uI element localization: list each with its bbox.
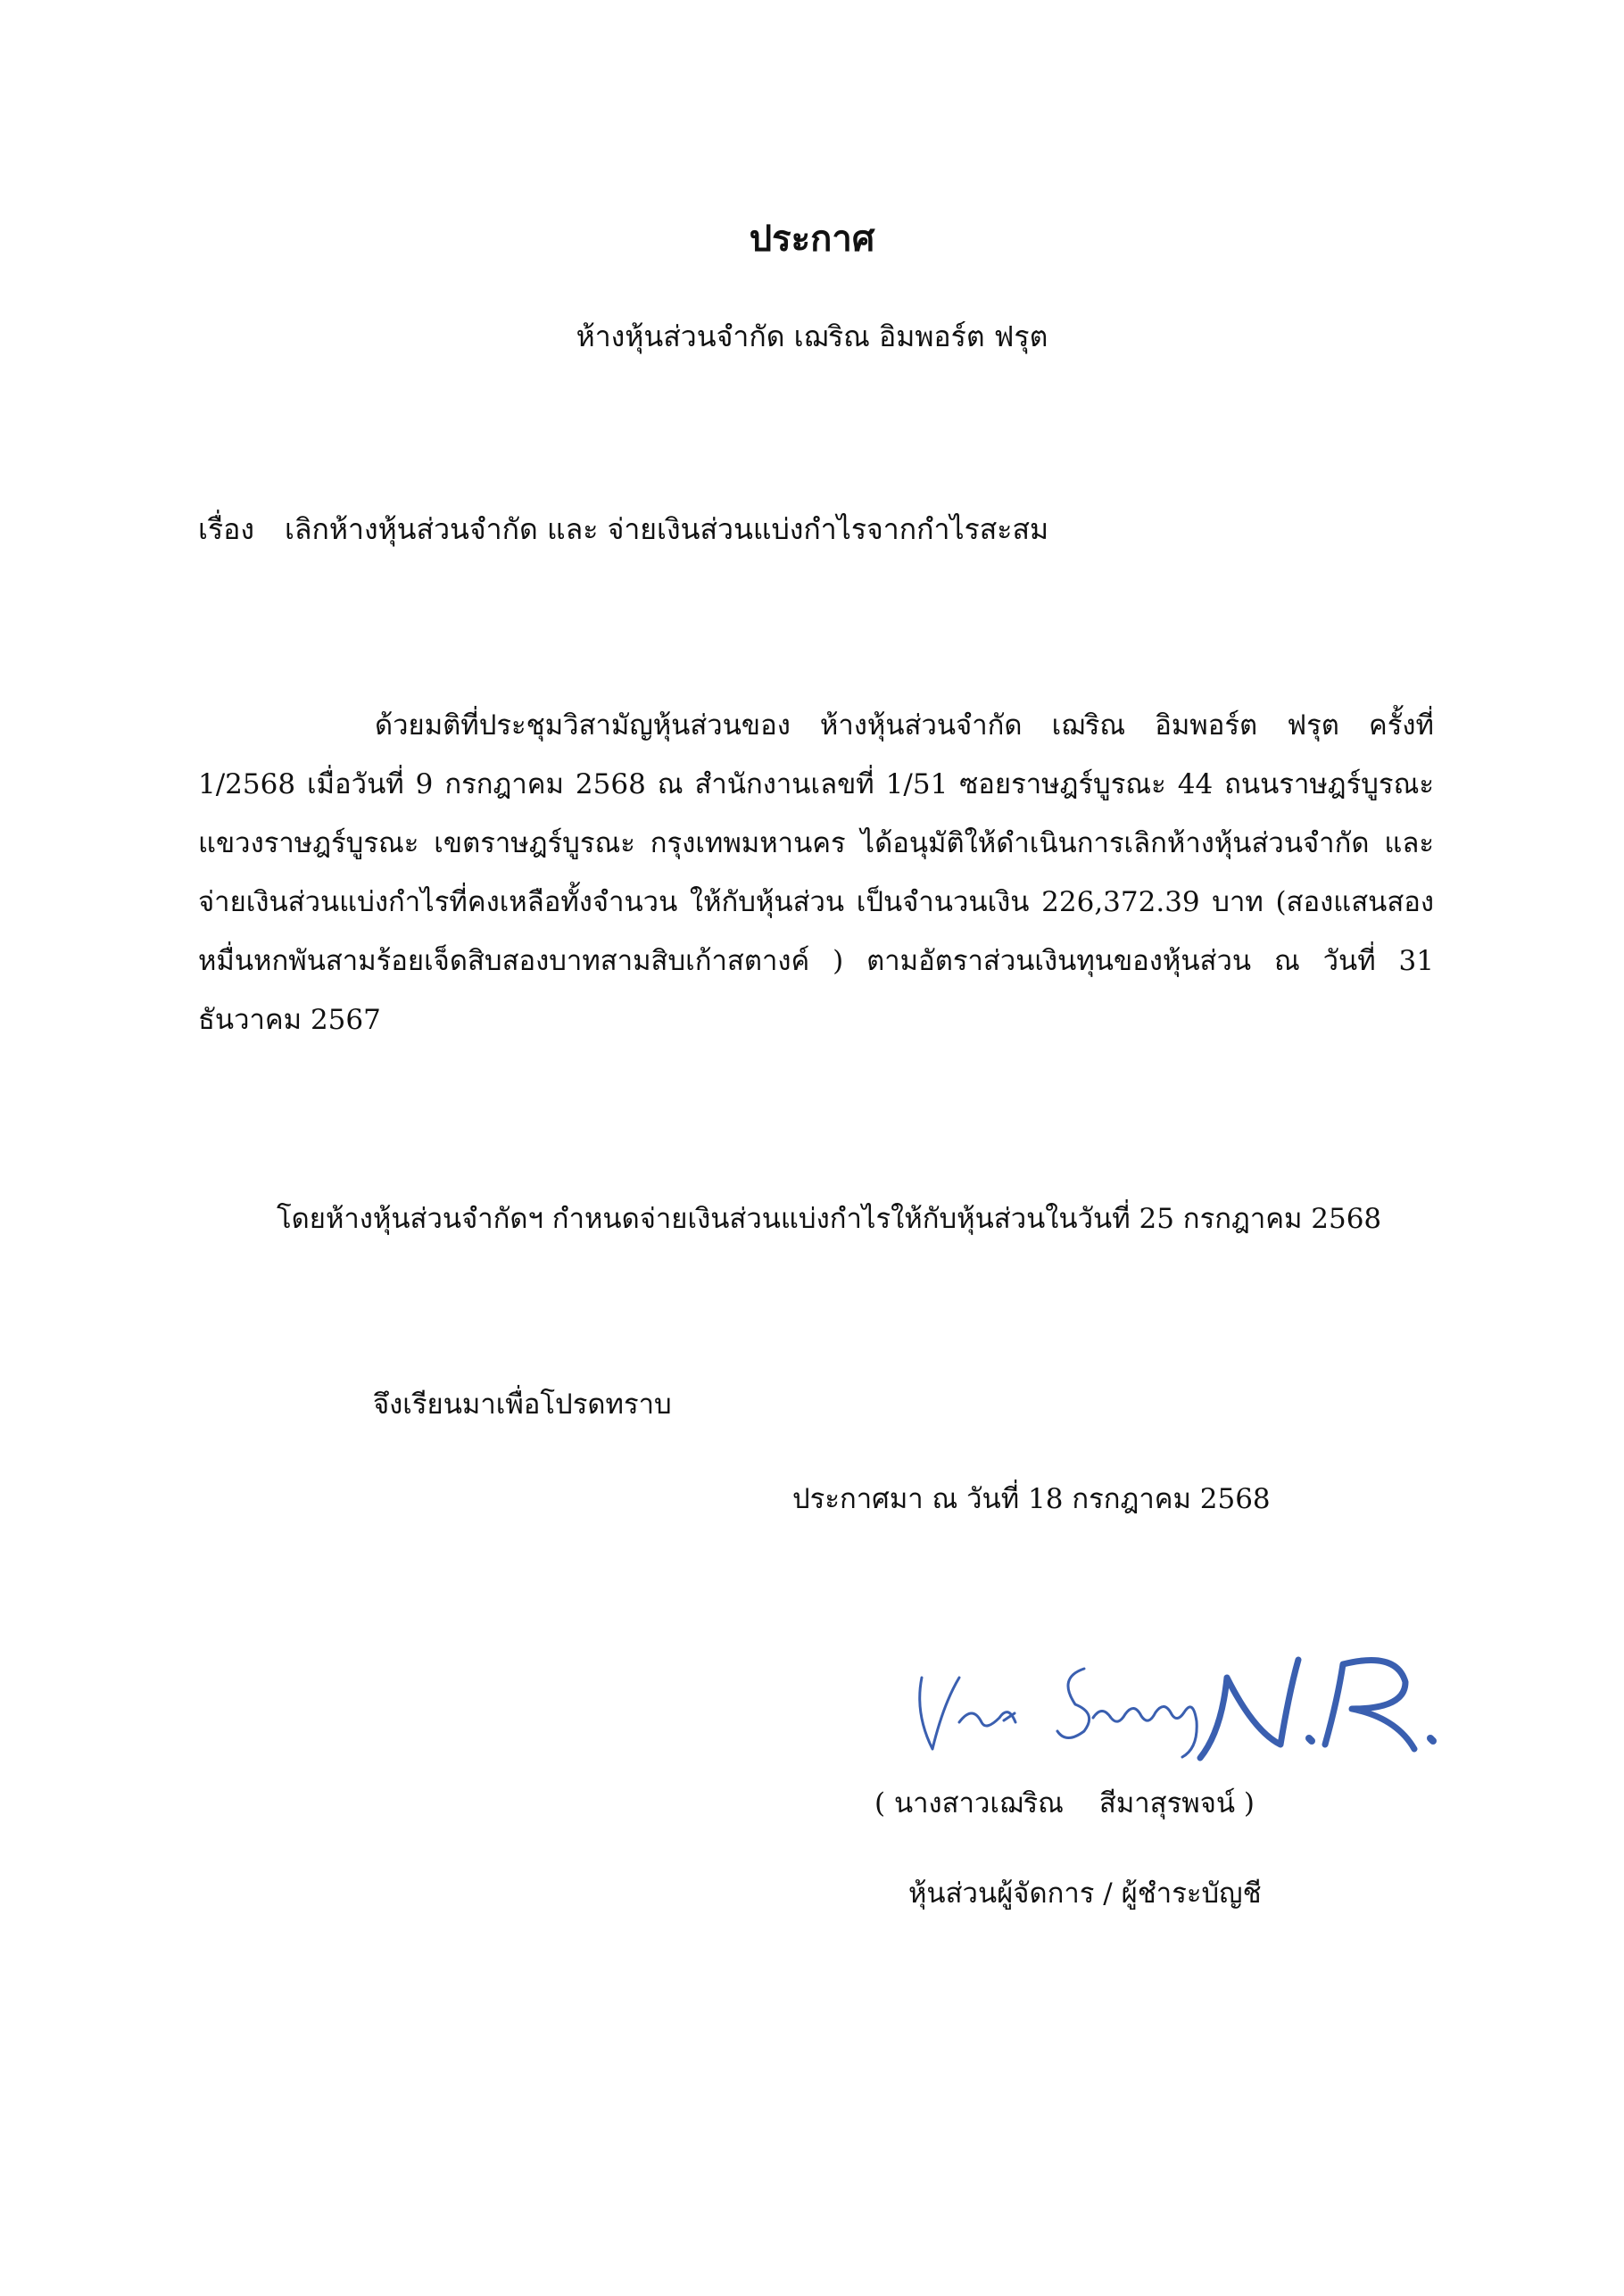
announce-date: ประกาศมา ณ วันที่ 18 กรกฎาคม 2568 bbox=[792, 1483, 1271, 1515]
body-line: ธันวาคม 2567 bbox=[198, 1004, 381, 1036]
body-line: หมื่นหกพันสามร้อยเจ็ดสิบสองบาทสามสิบเก้าสตางค์ ) ตามอัตราส่วนเงินทุนของหุ้นส่วน ณ วันที่ 31 bbox=[198, 945, 1434, 977]
subject-line bbox=[198, 507, 1048, 552]
closing-line: จึงเรียนมาเพื่อโปรดทราบ bbox=[373, 1388, 672, 1421]
signatory-position: หุ้นส่วนผู้จัดการ / ผู้ชำระบัญชี bbox=[908, 1877, 1262, 1910]
body-line: จ่ายเงินส่วนแบ่งกำไรที่คงเหลือทั้งจำนวน ให้กับหุ้นส่วน เป็นจำนวนเงิน 226,372.39 บาท (สองแสนสอง bbox=[198, 886, 1434, 918]
signatory-name bbox=[874, 1780, 1255, 1825]
body-line: แขวงราษฎร์บูรณะ เขตราษฎร์บูรณะ กรุงเทพมหานคร ได้อนุมัติให้ดำเนินการเลิกห้างหุ้นส่วนจำกัด และ bbox=[198, 827, 1434, 859]
company-name: ห้างหุ้นส่วนจำกัด เฌริณ อิมพอร์ต ฟรุต bbox=[576, 319, 1048, 353]
document-title: ประกาศ bbox=[749, 218, 875, 260]
signatory-last-name: สีมาสุรพจน์ ) bbox=[1098, 1787, 1255, 1819]
handwritten-signature bbox=[897, 1615, 1450, 1767]
body-paragraph bbox=[198, 696, 1434, 1049]
subject-text: เลิกห้างหุ้นส่วนจำกัด และ จ่ายเงินส่วนแบ่งกำไรจากกำไรสะสม bbox=[284, 512, 1049, 546]
payment-date-line: โดยห้างหุ้นส่วนจำกัดฯ กำหนดจ่ายเงินส่วนแบ่งกำไรให้กับหุ้นส่วนในวันที่ 25 กรกฎาคม 2568 bbox=[277, 1203, 1382, 1235]
subject-label: เรื่อง bbox=[198, 512, 254, 546]
body-line: 1/2568 เมื่อวันที่ 9 กรกฎาคม 2568 ณ สำนักงานเลขที่ 1/51 ซอยราษฎร์บูรณะ 44 ถนนราษฎร์บูรณะ bbox=[198, 768, 1434, 800]
body-line: ด้วยมติที่ประชุมวิสามัญหุ้นส่วนของ ห้างหุ้นส่วนจำกัด เฌริณ อิมพอร์ต ฟรุต ครั้งที่ bbox=[375, 709, 1434, 742]
signatory-first-name: ( นางสาวเฌริณ bbox=[874, 1787, 1064, 1819]
